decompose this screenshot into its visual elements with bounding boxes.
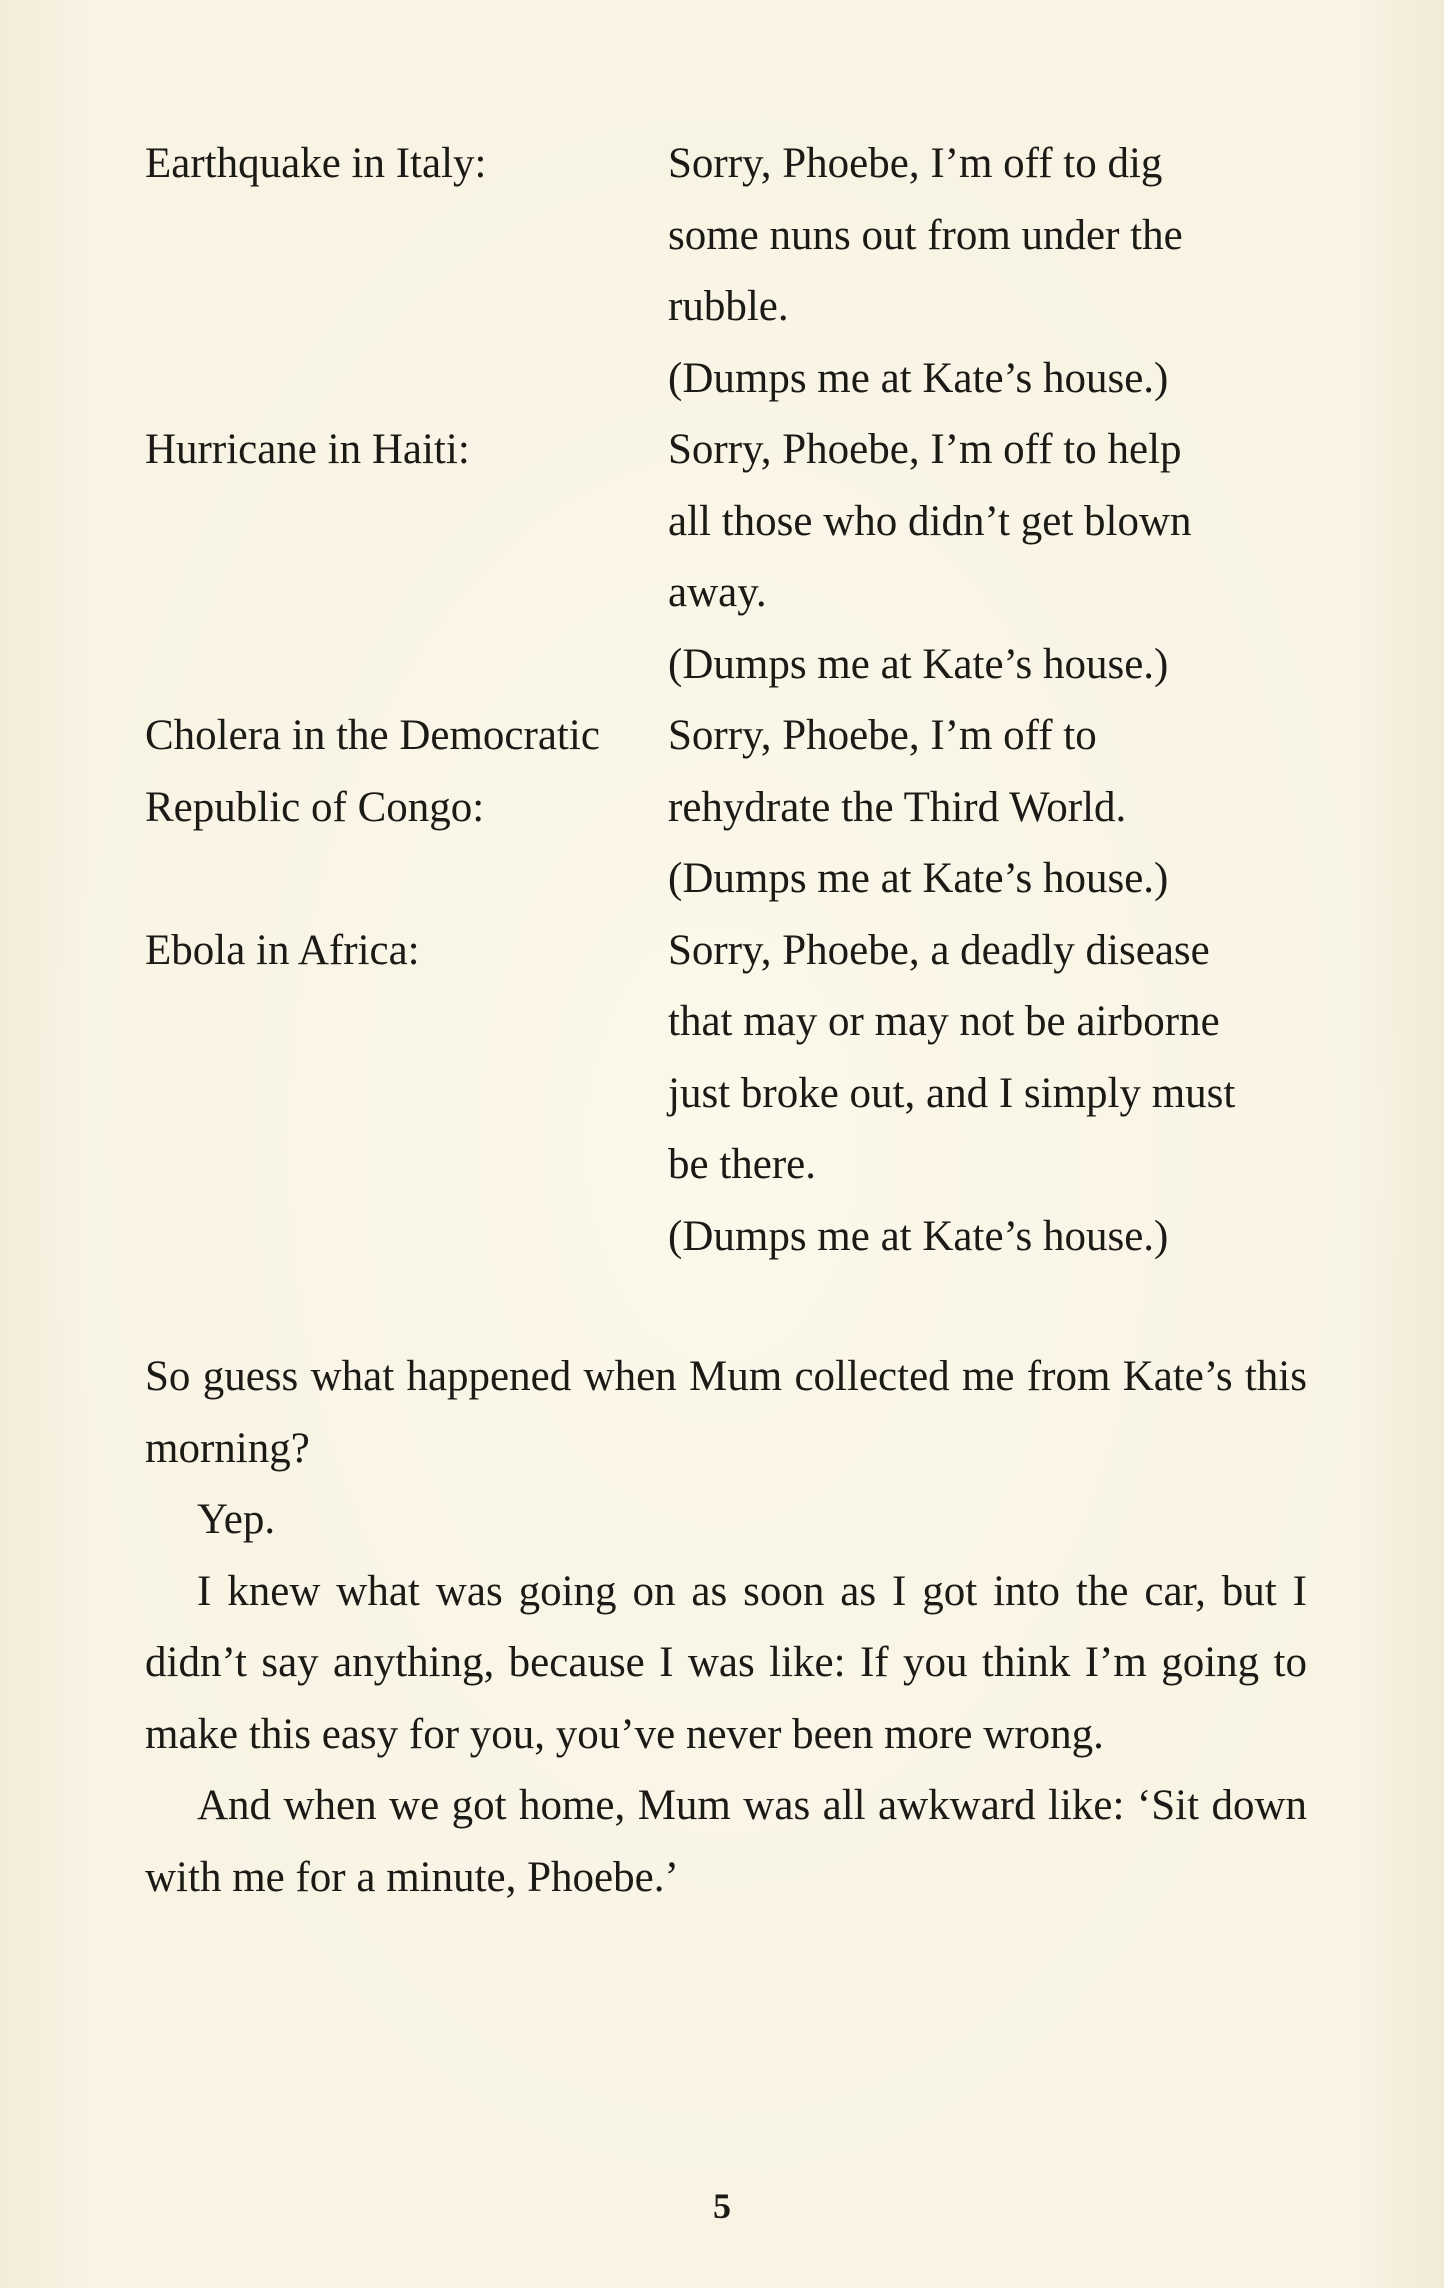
paragraph: I knew what was going on as soon as I got into the car, but I didn’t say anything, because I was like: If you think I’m going to make this easy for you, you’ve never been more wrong. (145, 1567, 1307, 1758)
response-text (668, 128, 1308, 414)
response-line: Sorry, Phoebe, I’m off to (668, 712, 1097, 759)
response-line: Sorry, Phoebe, I’m off to dig (668, 140, 1163, 187)
response-line: (Dumps me at Kate’s house.) (668, 640, 1169, 688)
event-label (145, 700, 668, 843)
response-line: all those who didn’t get blown (668, 497, 1192, 545)
response-line: some nuns out from under the (668, 211, 1183, 259)
response-line: (Dumps me at Kate’s house.) (668, 855, 1169, 902)
response-line: Sorry, Phoebe, I’m off to help (668, 426, 1182, 473)
response-text (668, 414, 1308, 700)
body-text (145, 1341, 1307, 1913)
paragraph: Yep. (197, 1496, 276, 1543)
response-line: rehydrate the Third World. (668, 783, 1127, 831)
response-line: away. (668, 569, 767, 616)
dialogue-entry (145, 414, 1325, 700)
dialogue-entry (145, 700, 1325, 915)
event-label-line: Republic of Congo: (145, 783, 485, 831)
page-number: 5 (713, 2186, 731, 2226)
response-text (668, 915, 1308, 1273)
response-line: (Dumps me at Kate’s house.) (668, 354, 1169, 402)
event-label-line: Cholera in the Democratic (145, 712, 600, 759)
event-label: Earthquake in Italy: (145, 140, 487, 187)
event-label: Ebola in Africa: (145, 926, 420, 974)
response-text (668, 700, 1308, 915)
dialogue-entry (145, 915, 1325, 1273)
response-line: (Dumps me at Kate’s house.) (668, 1212, 1169, 1260)
response-line: rubble. (668, 283, 789, 330)
dialogue-entry (145, 128, 1325, 414)
paragraph: And when we got home, Mum was all awkward like: ‘Sit down with me for a minute, Phoebe.’ (145, 1782, 1307, 1901)
response-line: Sorry, Phoebe, a deadly disease (668, 926, 1210, 974)
event-label: Hurricane in Haiti: (145, 426, 470, 473)
response-line: that may or may not be airborne (668, 998, 1220, 1045)
response-line: be there. (668, 1141, 817, 1188)
response-line: just broke out, and I simply must (668, 1069, 1236, 1117)
paragraph: So guess what happened when Mum collected me from Kate’s this morning? (145, 1353, 1307, 1472)
dialogue-list (145, 128, 1325, 1272)
